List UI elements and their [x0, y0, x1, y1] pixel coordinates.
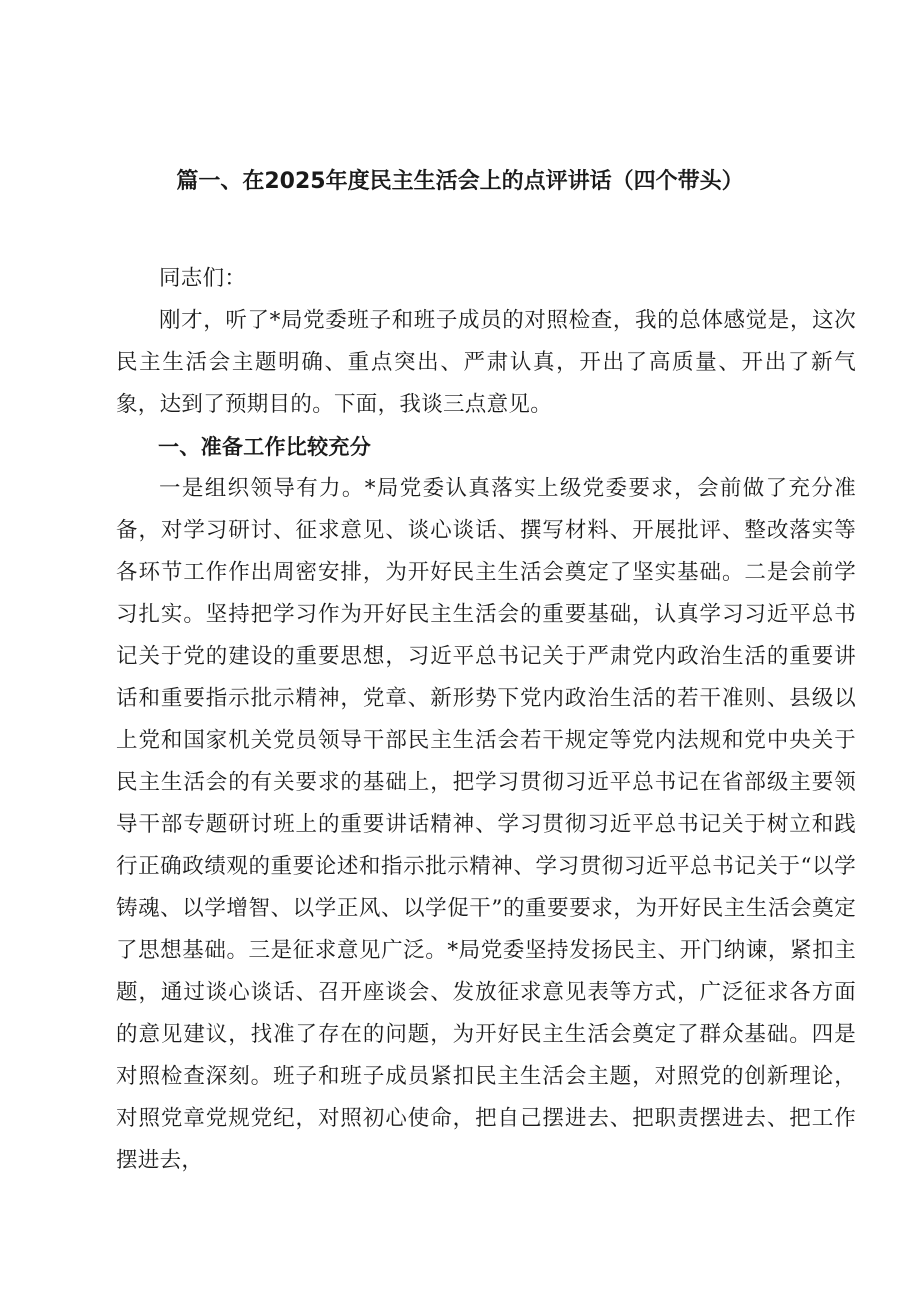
- section-1-paragraph: 一是组织领导有力。*局党委认真落实上级党委要求，会前做了充分准备，对学习研讨、征求意见、谈心谈话、撰写材料、开展批评、整改落实等各环节工作作出周密安排，为开好民主生活会奠定了坚实基础。二是会前学习扎实。坚持把学习作为开好民主生活会的重要基础，认真学习习近平总书记关于党的建设的重要思想，习近平总书记关于严肃党内政治生活的重要讲话和重要指示批示精神，党章、新形势下党内政治生活的若干准则、县级以上党和国家机关党员领导干部民主生活会若干规定等党内法规和党中央关于民主生活会的有关要求的基础上，把学习贯彻习近平总书记在省部级主要领导干部专题研讨班上的重要讲话精神、学习贯彻习近平总书记关于树立和践行正确政绩观的重要论述和指示批示精神、学习贯彻习近平总书记关于“以学铸魂、以学增智、以学正风、以学促干”的重要要求，为开好民主生活会奠定了思想基础。三是征求意见广泛。*局党委坚持发扬民主、开门纳谏，紧扣主题，通过谈心谈话、召开座谈会、发放征求意见表等方式，广泛征求各方面的意见建议，找准了存在的问题，为开好民主生活会奠定了群众基础。四是对照检查深刻。班子和班子成员紧扣民主生活会主题，对照党的创新理论，对照党章党规党纪，对照初心使命，把自己摆进去、把职责摆进去、把工作摆进去，: [116, 476, 856, 1173]
- salutation: 同志们：: [159, 266, 247, 291]
- document-title: 篇一、在2025年度民主生活会上的点评讲话（四个带头）: [176, 169, 744, 194]
- section-heading-1: 一、准备工作比较充分: [158, 435, 371, 459]
- document-body: [116, 258, 856, 1182]
- intro-paragraph: 刚才，听了*局党委班子和班子成员的对照检查，我的总体感觉是，这次民主生活会主题明确、重点突出、严肃认真，开出了高质量、开出了新气象，达到了预期目的。下面，我谈三点意见。: [116, 308, 856, 417]
